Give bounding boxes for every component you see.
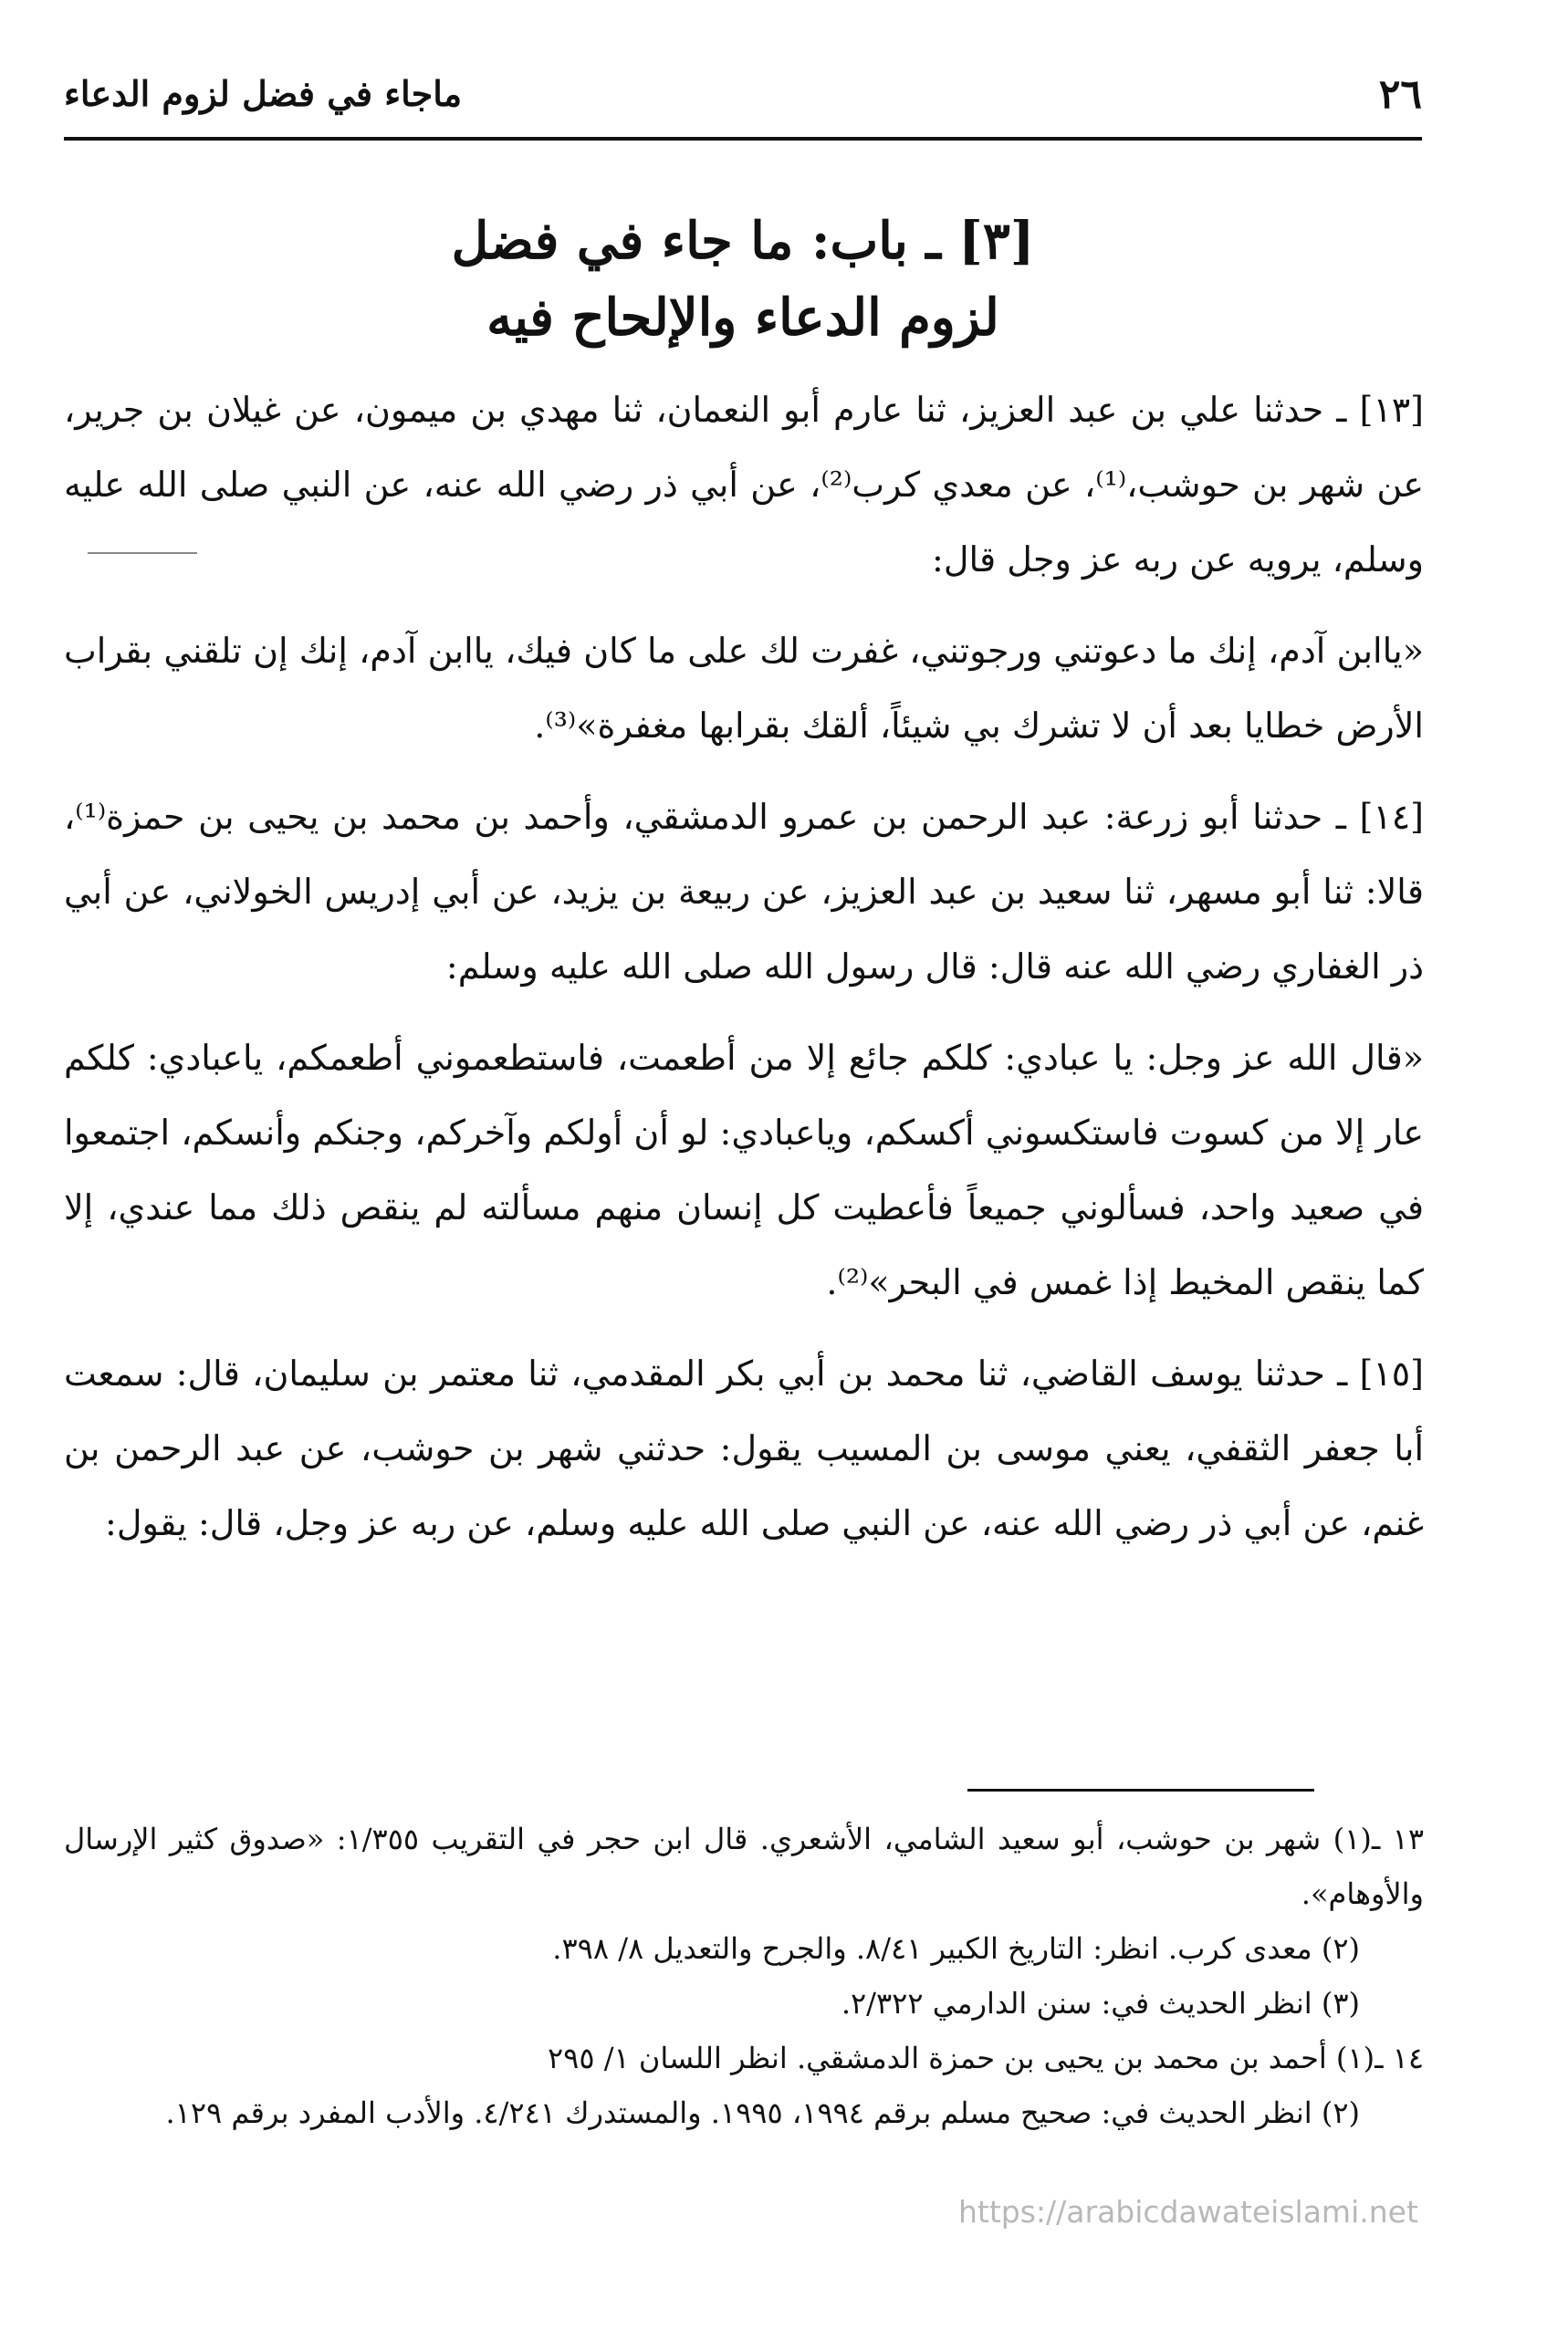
running-header xyxy=(64,71,1422,128)
page-number: ٢٦ xyxy=(1378,71,1422,118)
footnote-14-1: ١٤ ـ(١) أحمد بن محمد بن يحيى بن حمزة الدمشقي. انظر اللسان ١/ ٢٩٥ xyxy=(547,2041,1424,2075)
footnote-13-2: (٢) معدى كرب. انظر: التاريخ الكبير ٨/٤١. والجرح والتعديل ٨/ ٣٩٨. xyxy=(552,1931,1360,1966)
footnote-14-2: (٢) انظر الحديث في: صحيح مسلم برقم ١٩٩٤، ١٩٩٥. والمستدرك ٤/٢٤١. والأدب المفرد برقم ١٢٩. xyxy=(165,2095,1360,2130)
footnote-13-1: ١٣ ـ(١) شهر بن حوشب، أبو سعيد الشامي، الأشعري. قال ابن حجر في التقريب ١/٣٥٥: «صدوق كثير الإرسال والأوهام». xyxy=(64,1822,1425,1911)
footnotes xyxy=(64,1812,1424,2140)
header-rule xyxy=(64,137,1422,141)
running-title: ماجاء في فضل لزوم الدعاء xyxy=(64,73,463,114)
chapter-heading xyxy=(64,203,1422,356)
footnote-13-3: (٣) انظر الحديث في: سنن الدارمي ٢/٣٢٢. xyxy=(841,1986,1360,2021)
footnote-rule xyxy=(967,1789,1314,1792)
hadith-13-matn: «ياابن آدم، إنك ما دعوتني ورجوتني، غفرت لك على ما كان فيك، ياابن آدم، إنك إن تلقني بقراب الأرض خطايا بعد أن لا تشرك بي شيئاً، ألقك بقرابها مغفرة»⁽³⁾. xyxy=(64,631,1424,746)
hadith-13-isnad: [١٣] ـ حدثنا علي بن عبد العزيز، ثنا عارم أبو النعمان، ثنا مهدي بن ميمون، عن غيلان بن جرير، عن شهر بن حوشب،⁽¹⁾، عن معدي كرب⁽²⁾، عن أبي ذر رضي الله عنه، عن النبي صلى الله عليه وسلم، يرويه عن ربه عز وجل قال: xyxy=(64,390,1424,580)
chapter-heading-line-1: [٣] ـ باب: ما جاء في فضل xyxy=(451,211,1035,271)
hadith-14-isnad: [١٤] ـ حدثنا أبو زرعة: عبد الرحمن بن عمرو الدمشقي، وأحمد بن محمد بن يحيى بن حمزة⁽¹⁾، قالا: ثنا أبو مسهر، ثنا سعيد بن عبد العزيز، عن ربيعة بن يزيد، عن أبي إدريس الخولاني، عن أبي ذر الغفاري رضي الله عنه قال: قال رسول الله صلى الله عليه وسلم: xyxy=(64,797,1424,987)
hadith-15-isnad: [١٥] ـ حدثنا يوسف القاضي، ثنا محمد بن أبي بكر المقدمي، ثنا معتمر بن سليمان، قال: سمعت أبا جعفر الثقفي، يعني موسى بن المسيب يقول: حدثني شهر بن حوشب، عن عبد الرحمن بن غنم، عن أبي ذر رضي الله عنه، عن النبي صلى الله عليه وسلم، عن ربه عز وجل، قال: يقول: xyxy=(64,1353,1425,1543)
hadith-14-matn: «قال الله عز وجل: يا عبادي: كلكم جائع إلا من أطعمت، فاستطعموني أطعمكم، ياعبادي: كلكم عار إلا من كسوت فاستكسوني أكسكم، وياعبادي: لو أن أولكم وآخركم، وجنكم وأنسكم، اجتمعوا في صعيد واحد، فسألوني جميعاً فأعطيت كل إنسان منهم مسألته لم ينقص ذلك مما عندي، إلا كما ينقص المخيط إذا غمس في البحر»⁽²⁾. xyxy=(64,1038,1424,1302)
chapter-heading-line-2: لزوم الدعاء والإلحاح فيه xyxy=(486,287,999,348)
watermark-url: https://arabicdawateislami.net xyxy=(958,2194,1418,2230)
main-text xyxy=(64,372,1424,1561)
